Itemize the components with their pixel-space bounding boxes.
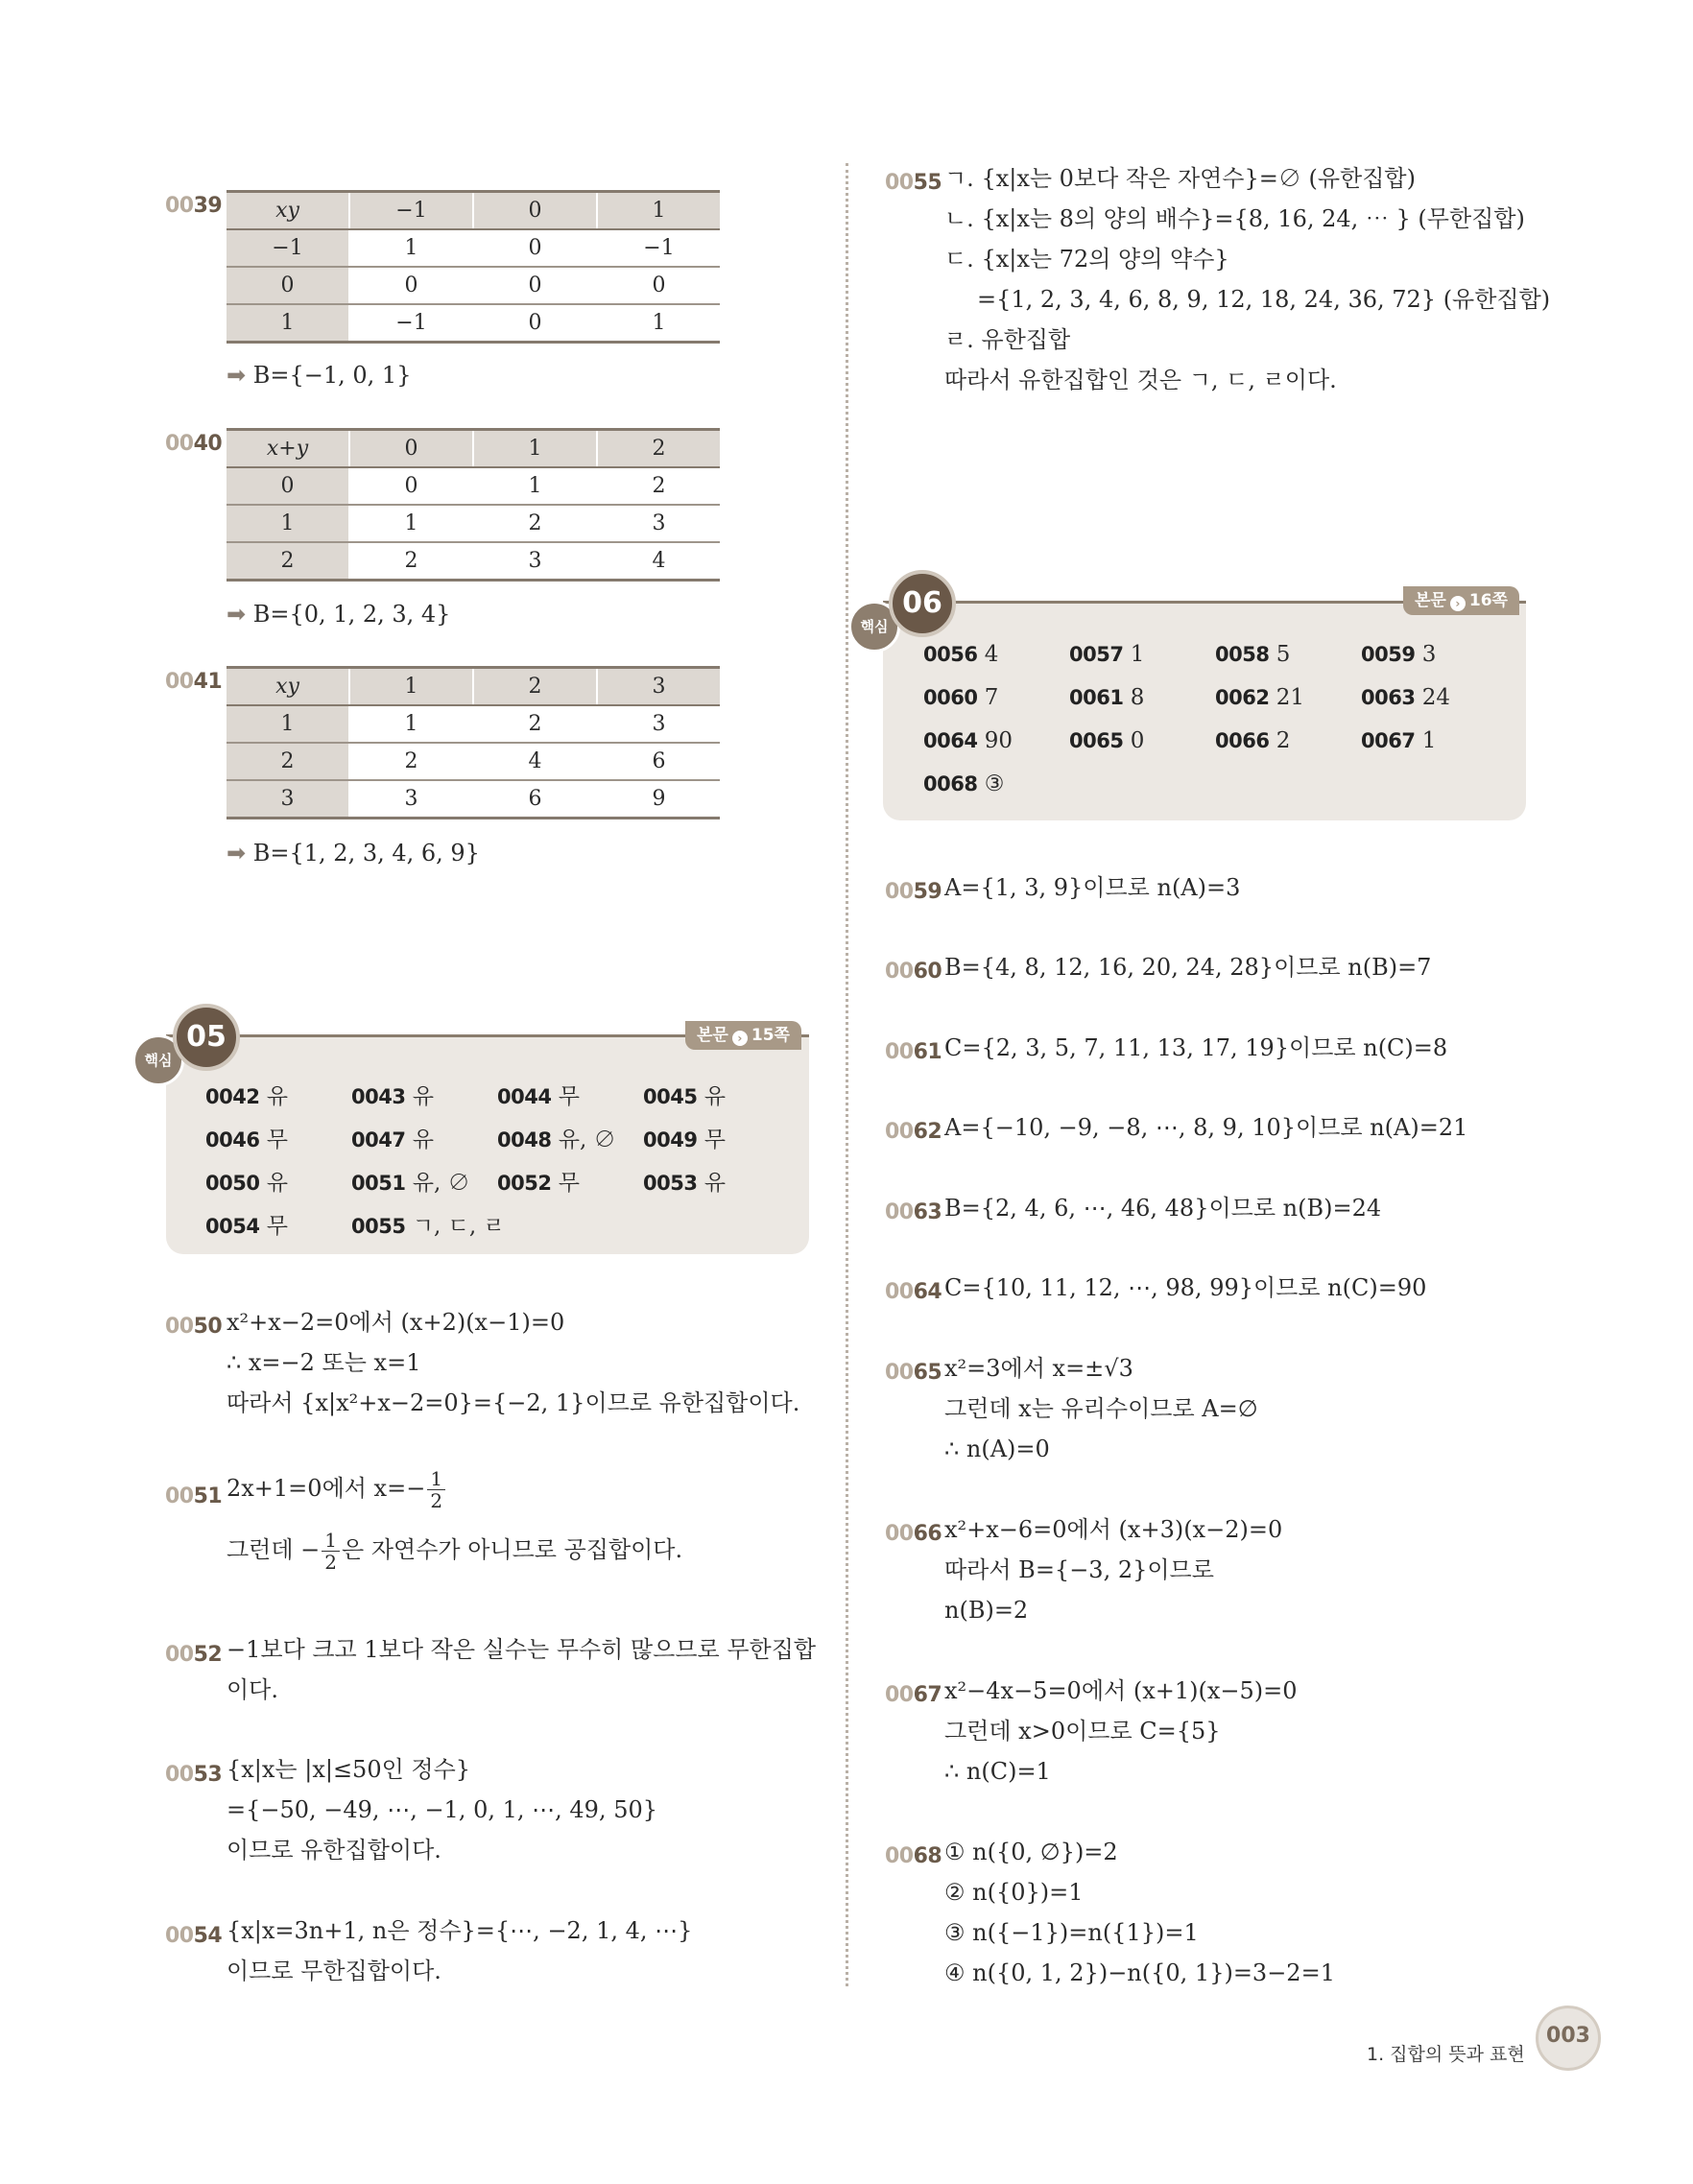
answer-value: 1: [1130, 642, 1145, 667]
problem-number-0052: 0052: [165, 1643, 223, 1667]
solution-0060: B={4, 8, 12, 16, 20, 24, 28}이므로 n(B)=7: [944, 954, 1432, 981]
table-row: [227, 304, 720, 343]
table-cell: 1: [349, 229, 473, 267]
answer-number: 0051: [351, 1172, 406, 1195]
table-cell: 0: [227, 267, 349, 304]
page-number: 003: [1536, 2006, 1601, 2071]
fraction: $\frac{1}{2}$: [427, 1468, 445, 1511]
answer-item: [1215, 685, 1304, 710]
table-cell: 1: [349, 505, 473, 542]
answer-number: 0054: [205, 1215, 260, 1238]
solution-line: ① n({0, ∅})=2: [944, 1839, 1118, 1865]
problem-number-0041: 0041: [165, 670, 223, 694]
table-cell: 0: [473, 229, 597, 267]
table-cell: 2: [349, 542, 473, 581]
solution-line: ㄷ. {x|x는 72의 양의 약수}: [944, 246, 1229, 273]
answer-value: 3: [1421, 642, 1437, 667]
table-cell: 4: [473, 743, 597, 780]
solution-0066: [944, 1509, 1282, 1630]
answer-item: [205, 1208, 288, 1240]
table-cell: 1: [473, 467, 597, 505]
answer-item: [1069, 685, 1144, 710]
answer-item: [1215, 642, 1290, 667]
table-cell: −1: [349, 192, 473, 230]
table-row: [227, 505, 720, 542]
solution-0063: B={2, 4, 6, ⋯, 46, 48}이므로 n(B)=24: [944, 1195, 1382, 1222]
chapter-title: 1. 집합의 뜻과 표현: [1367, 2044, 1525, 2065]
table-cell: 1: [349, 668, 473, 706]
solution-line: ㄴ. {x|x는 8의 양의 배수}={8, 16, 24, ⋯ } (무한집합): [944, 205, 1525, 232]
answer-number: 0044: [497, 1085, 552, 1108]
solution-0053: [227, 1749, 657, 1870]
problem-number-0053: 0053: [165, 1763, 223, 1787]
solution-line: 따라서 B={−3, 2}이므로: [944, 1556, 1214, 1583]
solution-0051-line1: 2x+1=0에서 x=− $\frac{1}{2}$: [227, 1468, 447, 1511]
table-cell: 0: [349, 467, 473, 505]
table-cell: 3: [227, 780, 349, 819]
section-number-badge: 05: [173, 1004, 240, 1071]
solution-line: ④ n({0, 1, 2})−n({0, 1})=3−2=1: [944, 1959, 1335, 1986]
solution-line: 그런데 x>0이므로 C={5}: [944, 1718, 1221, 1745]
table-cell: 1: [227, 705, 349, 743]
table-header-row: [227, 192, 720, 230]
answer-value: 유: [703, 1084, 726, 1109]
answer-item: [351, 1122, 434, 1153]
table-cell: 2: [473, 668, 597, 706]
table-cell: 0: [349, 267, 473, 304]
page-reference: 본문 › 16쪽: [1403, 586, 1519, 615]
answer-value: 유, ∅: [558, 1128, 616, 1152]
solution-0055: [944, 158, 1550, 400]
operation-table-0040: [227, 428, 720, 582]
table-cell: 3: [597, 705, 720, 743]
problem-number-0065: 0065: [885, 1361, 942, 1385]
answer-value: 4: [984, 642, 999, 667]
answer-number: 0050: [205, 1172, 260, 1195]
answer-value: 유, ∅: [412, 1171, 470, 1196]
answer-number: 0053: [643, 1172, 698, 1195]
table-row: [227, 467, 720, 505]
solution-line: x²+x−6=0에서 (x+3)(x−2)=0: [944, 1516, 1283, 1543]
solution-line: 따라서 {x|x²+x−2=0}={−2, 1}이므로 유한집합이다.: [227, 1389, 800, 1416]
solution-line: ∴ n(C)=1: [944, 1758, 1051, 1785]
answer-value: 무: [266, 1214, 288, 1239]
answer-number: 0068: [923, 772, 978, 795]
answer-value: 무: [558, 1084, 580, 1109]
answer-number: 0065: [1069, 729, 1124, 752]
table-row: [227, 229, 720, 267]
answer-value: 유: [266, 1084, 288, 1109]
problem-number-0051: 0051: [165, 1484, 223, 1508]
answer-number: 0052: [497, 1172, 552, 1195]
table-row: [227, 743, 720, 780]
solution-0052: [227, 1629, 816, 1710]
answer-number: 0067: [1361, 729, 1416, 752]
answer-number: 0061: [1069, 686, 1124, 709]
answer-value: 무: [703, 1128, 726, 1152]
table-cell: −1: [227, 229, 349, 267]
table-cell: 2: [473, 505, 597, 542]
answer-number: 0045: [643, 1085, 698, 1108]
answer-number: 0062: [1215, 686, 1270, 709]
table-cell: 0: [473, 192, 597, 230]
result-0040: ➡ B={0, 1, 2, 3, 4}: [227, 601, 451, 628]
solution-line: n(B)=2: [944, 1597, 1029, 1624]
problem-number-0063: 0063: [885, 1200, 942, 1224]
answer-value: 21: [1276, 685, 1305, 710]
problem-number-0060: 0060: [885, 960, 942, 984]
table-row: [227, 705, 720, 743]
answer-value: 유: [703, 1171, 726, 1196]
answer-number: 0047: [351, 1128, 406, 1151]
table-cell: xy: [227, 668, 349, 706]
table-cell: 2: [597, 430, 720, 468]
answer-number: 0049: [643, 1128, 698, 1151]
solution-line: ∴ x=−2 또는 x=1: [227, 1349, 421, 1376]
table-cell: 3: [473, 542, 597, 581]
answer-item: [1069, 728, 1144, 753]
table-row: [227, 267, 720, 304]
answer-value: 2: [1276, 728, 1291, 753]
operation-table-0039: [227, 190, 720, 344]
solution-0061: C={2, 3, 5, 7, 11, 13, 17, 19}이므로 n(C)=8: [944, 1034, 1448, 1061]
table-row: [227, 542, 720, 581]
problem-number-0062: 0062: [885, 1120, 942, 1144]
answer-value: ㄱ, ㄷ, ㄹ: [412, 1214, 505, 1239]
answer-item: [351, 1208, 505, 1240]
solution-line: ② n({0})=1: [944, 1879, 1084, 1906]
table-cell: x+y: [227, 430, 349, 468]
page-reference: 본문 › 15쪽: [685, 1021, 801, 1050]
answer-item: [1215, 728, 1290, 753]
problem-number-0068: 0068: [885, 1844, 942, 1868]
table-header-row: [227, 430, 720, 468]
answer-number: 0056: [923, 643, 978, 666]
solution-0064: C={10, 11, 12, ⋯, 98, 99}이므로 n(C)=90: [944, 1274, 1427, 1301]
result-0041: ➡ B={1, 2, 3, 4, 6, 9}: [227, 840, 480, 866]
solution-0050: [227, 1302, 799, 1423]
answer-value: 무: [266, 1128, 288, 1152]
table-cell: 0: [349, 430, 473, 468]
table-cell: 2: [227, 542, 349, 581]
answer-item: [497, 1079, 580, 1110]
answer-item: [205, 1079, 288, 1110]
solution-0051-line2: 그런데 − $\frac{1}{2}$ 은 자연수가 아니므로 공집합이다.: [227, 1529, 683, 1574]
section-number-badge: 06: [889, 570, 956, 637]
table-cell: 0: [227, 467, 349, 505]
solution-line: x²=3에서 x=±√3: [944, 1355, 1133, 1382]
problem-number-0064: 0064: [885, 1280, 942, 1304]
answer-number: 0057: [1069, 643, 1124, 666]
problem-number-0067: 0067: [885, 1683, 942, 1707]
answer-item: [923, 642, 998, 667]
answer-item: [1361, 685, 1450, 710]
solution-line: 이다.: [227, 1676, 278, 1703]
answer-number: 0046: [205, 1128, 260, 1151]
table-cell: 6: [597, 743, 720, 780]
answer-item: [923, 685, 998, 710]
table-header-row: [227, 668, 720, 706]
table-cell: 1: [597, 304, 720, 343]
problem-number-0050: 0050: [165, 1315, 223, 1339]
answer-value: 유: [266, 1171, 288, 1196]
table-cell: 3: [597, 668, 720, 706]
answer-item: [205, 1165, 288, 1197]
answer-value: 1: [1421, 728, 1437, 753]
solution-line: 이므로 유한집합이다.: [227, 1837, 441, 1864]
arrow-icon: ➡: [227, 601, 247, 628]
solution-0067: [944, 1671, 1298, 1792]
table-cell: 1: [227, 304, 349, 343]
solution-0065: [944, 1348, 1258, 1469]
solution-line: ㄱ. {x|x는 0보다 작은 자연수}=∅ (유한집합): [944, 165, 1416, 192]
solution-line: −1보다 크고 1보다 작은 실수는 무수히 많으므로 무한집합: [227, 1636, 817, 1663]
answer-number: 0063: [1361, 686, 1416, 709]
answer-item: [497, 1165, 580, 1197]
answer-value: 0: [1130, 728, 1145, 753]
table-cell: 2: [227, 743, 349, 780]
table-cell: 0: [473, 267, 597, 304]
solution-line: x²−4x−5=0에서 (x+1)(x−5)=0: [944, 1677, 1298, 1704]
core-badge: 핵심: [848, 601, 900, 653]
table-cell: 6: [473, 780, 597, 819]
solution-line: ㄹ. 유한집합: [944, 326, 1071, 353]
answer-value: 7: [984, 685, 999, 710]
answer-item: [351, 1079, 434, 1110]
arrow-right-icon: ›: [732, 1031, 748, 1046]
solution-line: 따라서 유한집합인 것은 ㄱ, ㄷ, ㄹ이다.: [944, 367, 1337, 393]
answer-item: [923, 772, 1004, 796]
problem-number-0055: 0055: [885, 171, 942, 195]
table-cell: 2: [349, 743, 473, 780]
answer-item: [497, 1122, 616, 1153]
table-cell: −1: [349, 304, 473, 343]
answer-item: [205, 1122, 288, 1153]
answer-item: [1069, 642, 1144, 667]
column-divider: [846, 163, 848, 1986]
answer-item: [643, 1165, 726, 1197]
answer-item: [643, 1079, 726, 1110]
table-cell: 1: [473, 430, 597, 468]
problem-number-0040: 0040: [165, 432, 223, 456]
solution-0062: A={−10, −9, −8, ⋯, 8, 9, 10}이므로 n(A)=21: [944, 1114, 1468, 1141]
solution-line: ={1, 2, 3, 4, 6, 8, 9, 12, 18, 24, 36, 72} (유한집합): [977, 286, 1551, 313]
fraction: $\frac{1}{2}$: [322, 1530, 340, 1573]
solution-line: {x|x=3n+1, n은 정수}={⋯, −2, 1, 4, ⋯}: [227, 1917, 693, 1944]
table-cell: 2: [597, 467, 720, 505]
answer-value: 유: [412, 1128, 434, 1152]
table-cell: 0: [597, 267, 720, 304]
solution-line: ={−50, −49, ⋯, −1, 0, 1, ⋯, 49, 50}: [227, 1796, 658, 1823]
arrow-right-icon: ›: [1450, 596, 1466, 611]
solution-line: {x|x는 |x|≤50인 정수}: [227, 1756, 471, 1783]
solution-line: x²+x−2=0에서 (x+2)(x−1)=0: [227, 1309, 565, 1336]
table-cell: 3: [349, 780, 473, 819]
solution-line: 이므로 무한집합이다.: [227, 1958, 441, 1984]
answer-value: 무: [558, 1171, 580, 1196]
answer-item: [923, 728, 1013, 753]
table-cell: 4: [597, 542, 720, 581]
answer-number: 0066: [1215, 729, 1270, 752]
result-0039: ➡ B={−1, 0, 1}: [227, 362, 412, 389]
answer-value: ③: [984, 772, 1005, 796]
answer-value: 24: [1421, 685, 1451, 710]
table-cell: 2: [473, 705, 597, 743]
problem-number-0066: 0066: [885, 1522, 942, 1546]
table-row: [227, 780, 720, 819]
table-cell: 1: [227, 505, 349, 542]
arrow-icon: ➡: [227, 362, 247, 389]
answer-number: 0048: [497, 1128, 552, 1151]
problem-number-0039: 0039: [165, 194, 223, 218]
table-cell: 0: [473, 304, 597, 343]
core-badge: 핵심: [132, 1034, 184, 1086]
answer-number: 0059: [1361, 643, 1416, 666]
solution-0054: [227, 1911, 692, 1991]
answer-number: 0042: [205, 1085, 260, 1108]
table-cell: 1: [349, 705, 473, 743]
table-cell: 1: [597, 192, 720, 230]
problem-number-0059: 0059: [885, 880, 942, 904]
answer-item: [351, 1165, 470, 1197]
answer-item: [1361, 642, 1436, 667]
answer-item: [643, 1122, 726, 1153]
solution-0068: [944, 1832, 1335, 1993]
answer-value: 5: [1276, 642, 1291, 667]
table-cell: 9: [597, 780, 720, 819]
answer-value: 유: [412, 1084, 434, 1109]
operation-table-0041: [227, 666, 720, 819]
solution-line: ∴ n(A)=0: [944, 1436, 1050, 1462]
table-cell: xy: [227, 192, 349, 230]
solution-0059: A={1, 3, 9}이므로 n(A)=3: [944, 874, 1241, 901]
table-cell: −1: [597, 229, 720, 267]
answer-value: 90: [984, 728, 1013, 753]
answer-number: 0058: [1215, 643, 1270, 666]
solution-line: ③ n({−1})=n({1})=1: [944, 1919, 1199, 1946]
problem-number-0054: 0054: [165, 1924, 223, 1948]
answer-number: 0064: [923, 729, 978, 752]
answer-item: [1361, 728, 1436, 753]
answer-value: 8: [1130, 685, 1145, 710]
arrow-icon: ➡: [227, 840, 247, 866]
table-cell: 3: [597, 505, 720, 542]
answer-number: 0060: [923, 686, 978, 709]
solution-line: 그런데 x는 유리수이므로 A=∅: [944, 1395, 1258, 1422]
answer-number: 0043: [351, 1085, 406, 1108]
answer-number: 0055: [351, 1215, 406, 1238]
problem-number-0061: 0061: [885, 1040, 942, 1064]
